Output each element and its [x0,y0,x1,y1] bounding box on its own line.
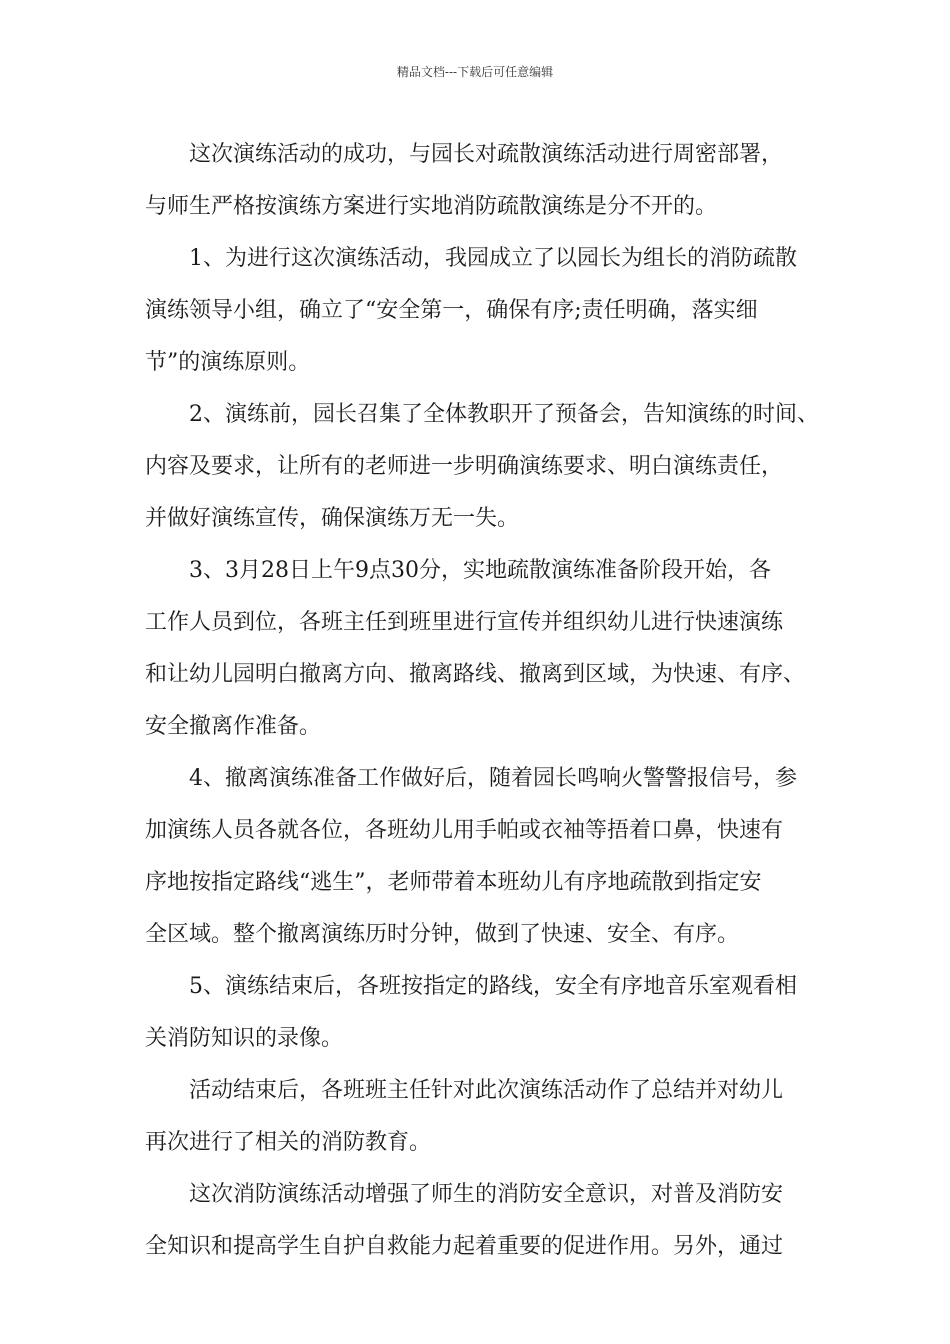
text-line: 与师生严格按演练方案进行实地消防疏散演练是分不开的。 [145,194,718,219]
text-line: 5、演练结束后，各班按指定的路线，安全有序地音乐室观看相 [189,974,797,999]
text-line: 节”的演练原则。 [145,350,311,375]
text-line: 全区域。整个撤离演练历时分钟，做到了快速、安全、有序。 [145,922,740,947]
text-line: 活动结束后，各班班主任针对此次演练活动作了总结并对幼儿 [189,1078,784,1103]
text-line: 和让幼儿园明白撤离方向、撤离路线、撤离到区域，为快速、有序、 [145,662,806,687]
text-line: 并做好演练宣传，确保演练万无一失。 [145,506,520,531]
text-line: 序地按指定路线“逃生”，老师带着本班幼儿有序地疏散到指定安 [145,870,762,895]
text-line: 这次演练活动的成功，与园长对疏散演练活动进行周密部署， [189,142,784,167]
text-line: 安全撤离作准备。 [145,714,322,739]
paragraph [145,545,835,753]
text-line: 工作人员到位，各班主任到班里进行宣传并组织幼儿进行快速演练 [145,610,784,635]
text-line: 演练领导小组，确立了“安全第一，确保有序;责任明确，落实细 [145,298,758,323]
text-line: 全知识和提高学生自护自救能力起着重要的促进作用。另外，通过 [145,1234,784,1259]
text-line: 再次进行了相关的消防教育。 [145,1130,432,1155]
paragraph [145,233,835,389]
document-body [145,129,835,1273]
paragraph [145,1065,835,1169]
page-header: 精品文档---下载后可任意编辑 [396,65,554,79]
text-line: 4、撤离演练准备工作做好后，随着园长鸣响火警警报信号，参 [189,766,797,791]
paragraph [145,753,835,961]
text-line: 这次消防演练活动增强了师生的消防安全意识，对普及消防安 [189,1182,784,1207]
text-line: 关消防知识的录像。 [145,1026,344,1051]
text-line: 1、为进行这次演练活动，我园成立了以园长为组长的消防疏散 [189,246,797,271]
paragraph [145,389,835,545]
text-line: 3、3月28日上午9点30分，实地疏散演练准备阶段开始，各 [189,558,771,583]
paragraph [145,129,835,233]
text-line: 2、演练前，园长召集了全体教职开了预备会，告知演练的时间、 [189,402,819,427]
text-line: 加演练人员各就各位，各班幼儿用手帕或衣袖等捂着口鼻，快速有 [145,818,784,843]
paragraph [145,961,835,1065]
text-line: 内容及要求，让所有的老师进一步明确演练要求、明白演练责任， [145,454,784,479]
paragraph [145,1169,835,1273]
